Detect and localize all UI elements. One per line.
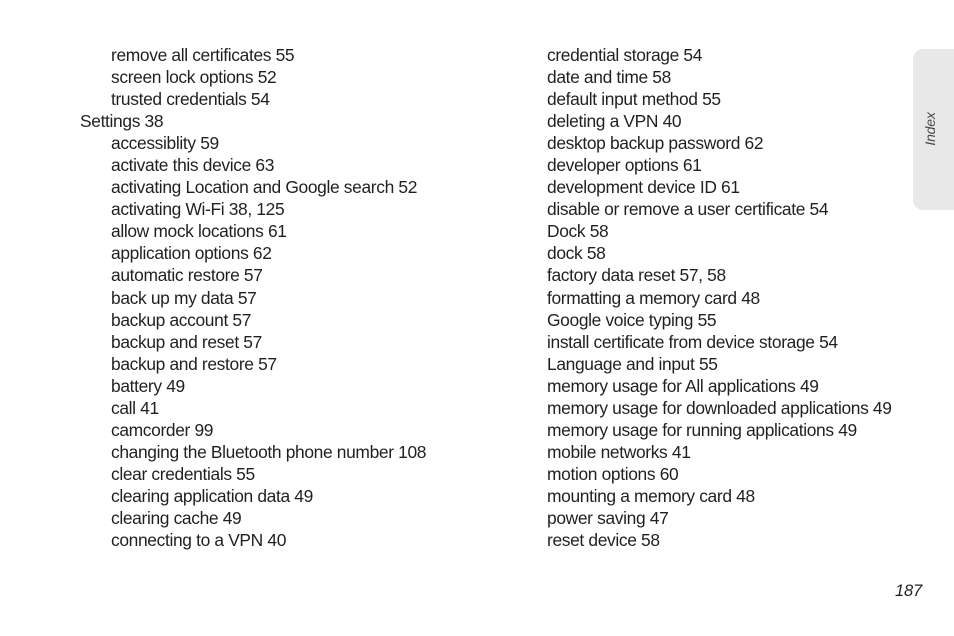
index-sub-entry: activate this device 63	[111, 155, 275, 176]
index-main-entry: Settings 38	[80, 111, 164, 132]
section-tab-label: Index	[922, 112, 938, 146]
index-sub-entry: connecting to a VPN 40	[111, 530, 287, 551]
index-right-column	[547, 44, 907, 551]
index-sub-entry: motion options 60	[547, 463, 679, 484]
index-sub-entry: Dock 58	[547, 221, 609, 242]
index-sub-entry: clear credentials 55	[111, 463, 255, 484]
index-sub-entry: automatic restore 57	[111, 265, 263, 286]
index-sub-entry: screen lock options 52	[111, 67, 277, 88]
index-sub-entry: accessiblity 59	[111, 133, 219, 154]
index-sub-entry: remove all certificates 55	[111, 45, 295, 65]
index-sub-entry: desktop backup password 62	[547, 133, 764, 154]
index-sub-entry: Google voice typing 55	[547, 309, 717, 330]
index-sub-entry: application options 62	[111, 243, 272, 264]
index-sub-entry: activating Location and Google search 52	[111, 177, 418, 198]
index-sub-entry: Language and input 55	[547, 353, 718, 374]
index-sub-entry: dock 58	[547, 243, 606, 264]
index-sub-entry: formatting a memory card 48	[547, 287, 760, 308]
index-sub-entry: memory usage for downloaded applications 49	[547, 397, 892, 418]
index-sub-entry: changing the Bluetooth phone number 108	[111, 441, 427, 462]
index-sub-entry: development device ID 61	[547, 177, 740, 198]
index-sub-entry: backup account 57	[111, 309, 252, 330]
index-sub-entry: reset device 58	[547, 530, 660, 551]
index-sub-entry: back up my data 57	[111, 287, 257, 308]
index-sub-entry: clearing application data 49	[111, 485, 313, 506]
index-sub-entry: trusted credentials 54	[111, 89, 270, 110]
index-sub-entry: battery 49	[111, 375, 185, 396]
index-sub-entry: allow mock locations 61	[111, 221, 287, 242]
index-sub-entry: mobile networks 41	[547, 441, 691, 462]
index-sub-entry: default input method 55	[547, 89, 721, 110]
index-left-column	[80, 44, 500, 551]
index-sub-entry: date and time 58	[547, 67, 671, 88]
index-sub-entry: deleting a VPN 40	[547, 111, 682, 132]
index-sub-entry: credential storage 54	[547, 45, 703, 65]
index-sub-entry: backup and restore 57	[111, 353, 277, 374]
index-sub-entry: memory usage for running applications 49	[547, 419, 857, 440]
index-sub-entry: disable or remove a user certificate 54	[547, 199, 829, 220]
index-sub-entry: activating Wi-Fi 38, 125	[111, 199, 285, 220]
index-sub-entry: camcorder 99	[111, 419, 214, 440]
index-sub-entry: power saving 47	[547, 507, 669, 528]
index-sub-entry: factory data reset 57, 58	[547, 265, 726, 286]
index-sub-entry: clearing cache 49	[111, 507, 242, 528]
page-number: 187	[895, 582, 922, 600]
index-sub-entry: backup and reset 57	[111, 331, 262, 352]
index-sub-entry: memory usage for All applications 49	[547, 375, 819, 396]
index-sub-entry: install certificate from device storage 54	[547, 331, 838, 352]
index-sub-entry: mounting a memory card 48	[547, 485, 755, 506]
index-sub-entry: call 41	[111, 397, 159, 418]
index-sub-entry: developer options 61	[547, 155, 702, 176]
